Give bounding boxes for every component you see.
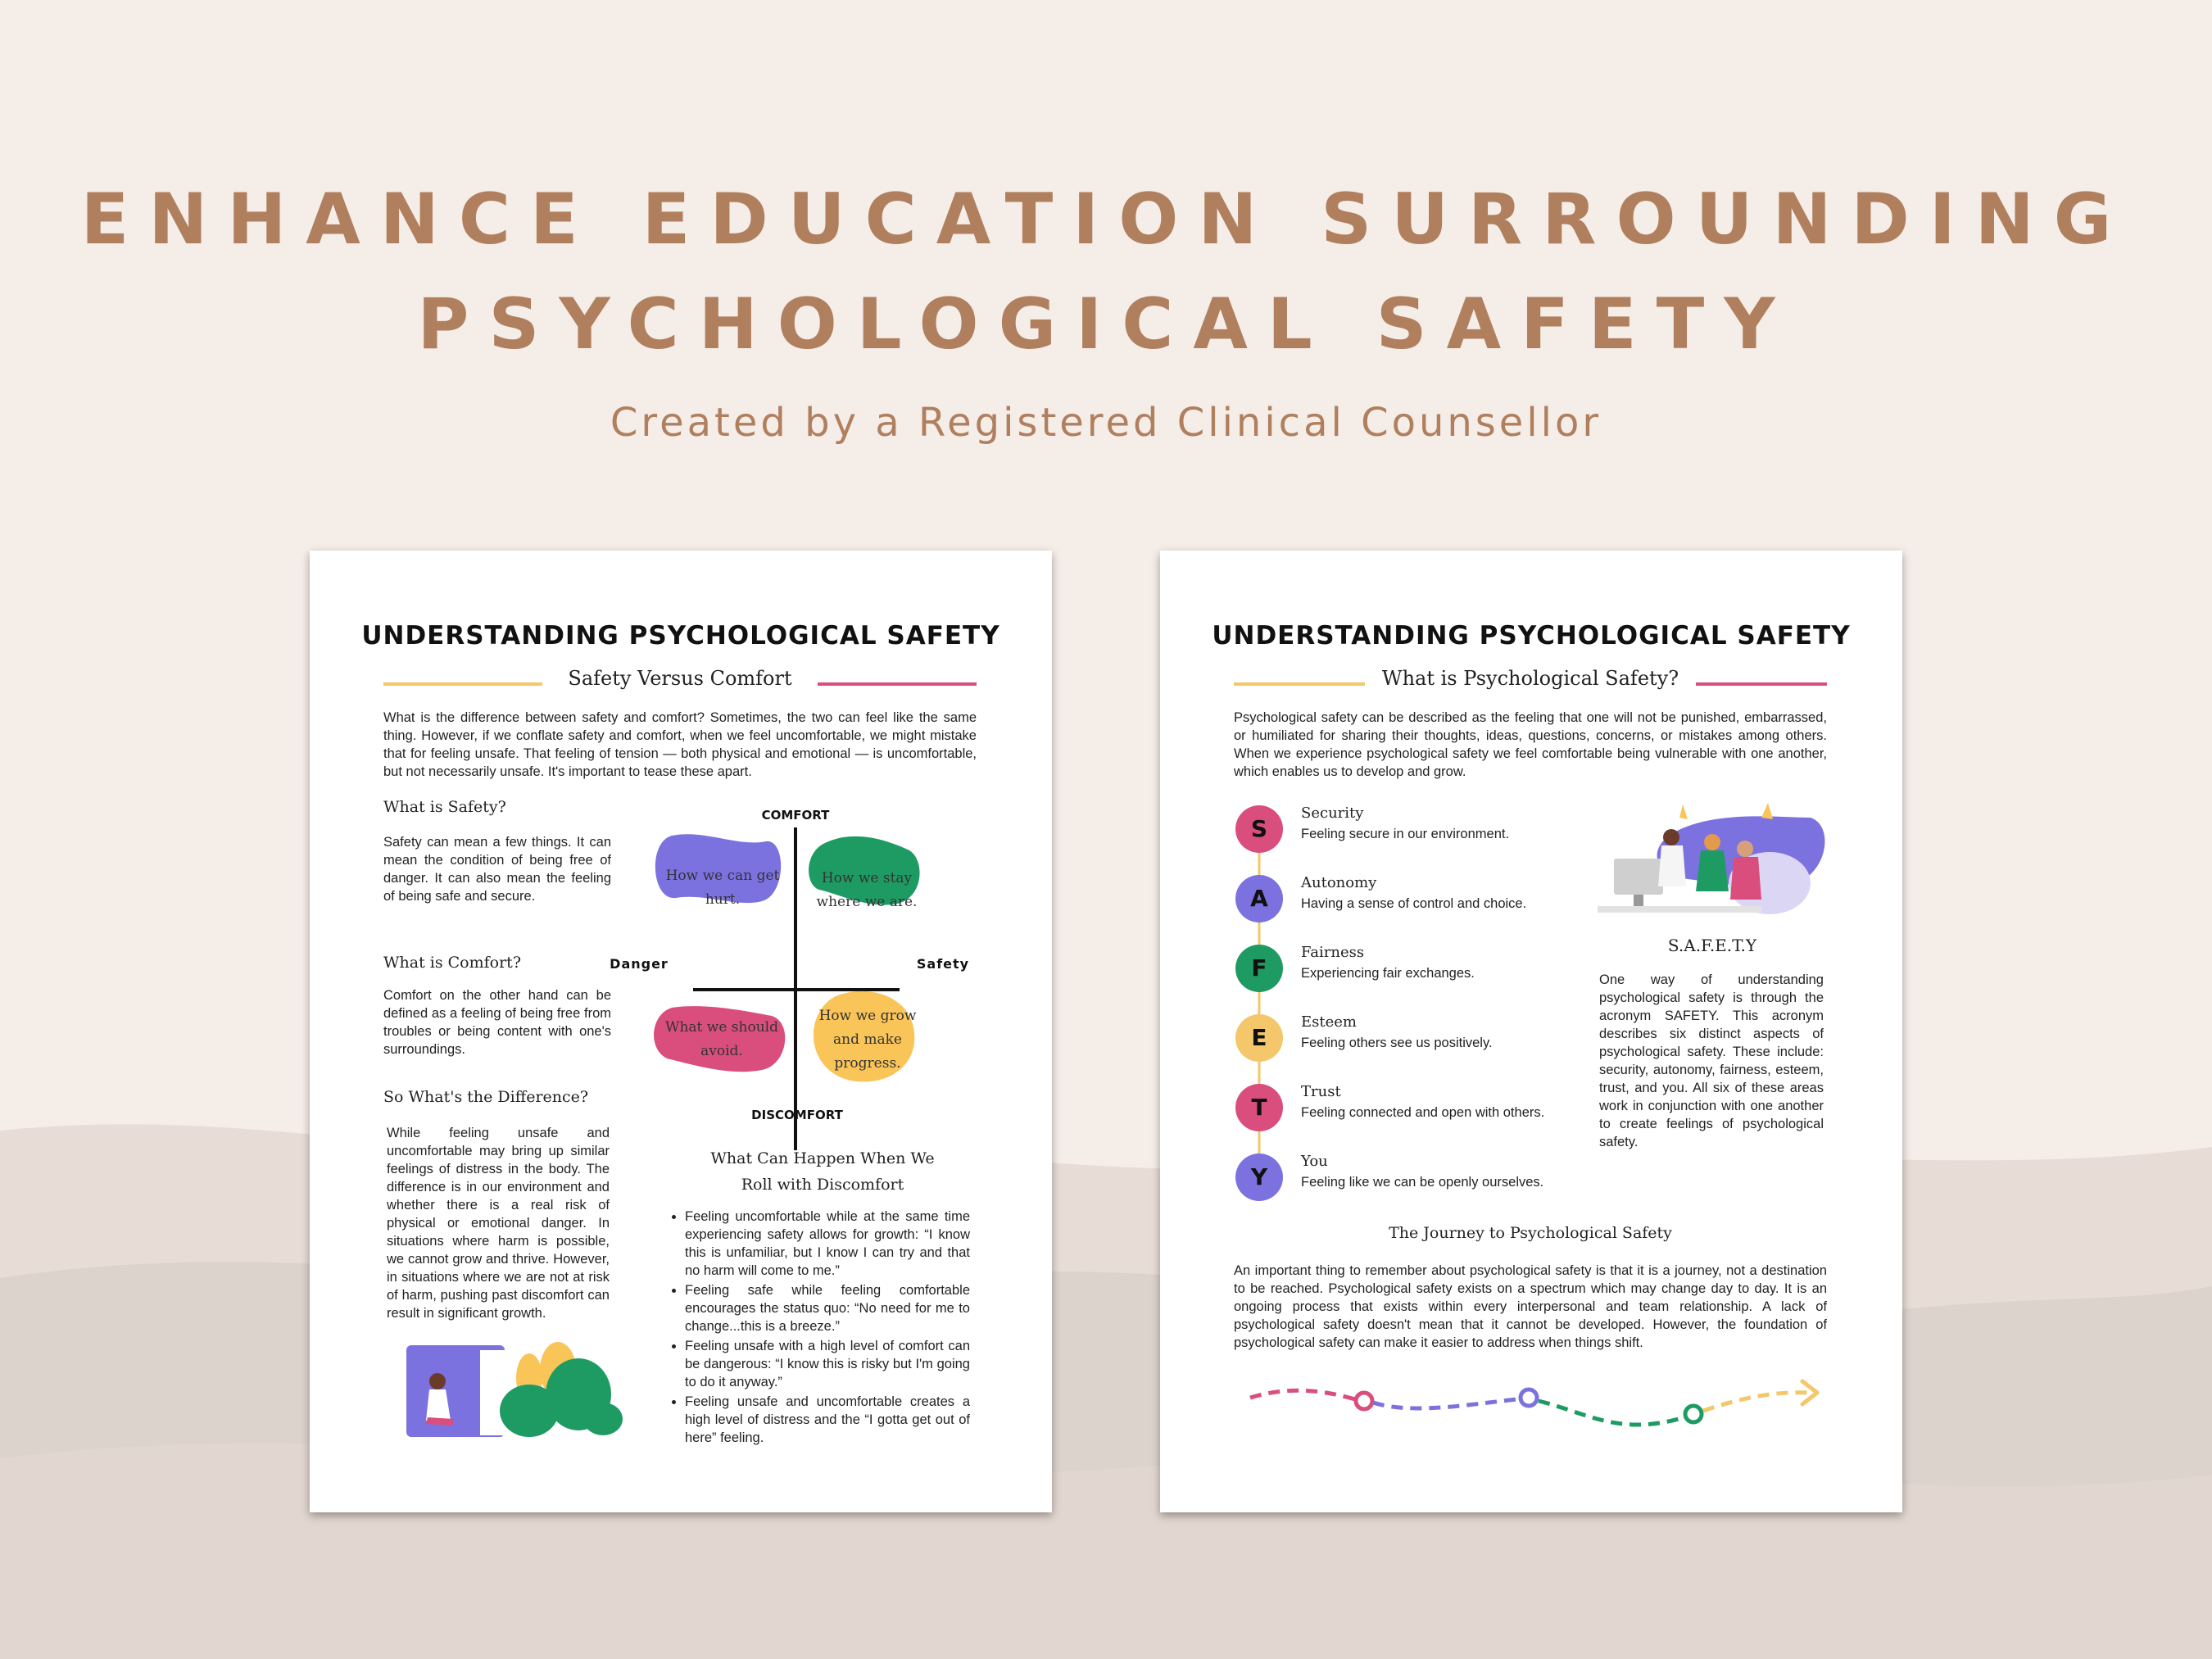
comfort-safety-quadrant — [614, 796, 1024, 1206]
esteem-desc: Feeling others see us positively. — [1301, 1036, 1493, 1050]
person-at-door-illustration — [398, 1329, 644, 1444]
you-desc: Feeling like we can be openly ourselves. — [1301, 1175, 1544, 1190]
autonomy-desc: Having a sense of control and choice. — [1301, 896, 1527, 911]
banner-subtitle: Created by a Registered Clinical Counsellor — [610, 400, 1602, 446]
axis-label-right: Safety — [916, 956, 970, 972]
trust-word: Trust — [1301, 1083, 1341, 1100]
banner-title-line2: PSYCHOLOGICAL SAFETY — [417, 283, 1795, 365]
letter-t-circle: T — [1235, 1084, 1283, 1131]
letter-f-circle: F — [1235, 945, 1283, 992]
intro-paragraph: What is the difference between safety and comfort? Sometimes, the two can feel like the same thing. However, if we conflate safety and comfort, when we feel uncomfortable, we might mistake that for feeling unsafe. That feeling of tension — both physical and emotional — is uncomfortable, but not necessarily unsafe. It's important to tease these apart. — [383, 710, 977, 779]
autonomy-word: Autonomy — [1301, 874, 1377, 891]
letter-e-circle: E — [1235, 1014, 1283, 1062]
bullet-item: • Feeling uncomfortable while at the same time experiencing safety allows for growth: “I know this is unfamiliar, but I know I can try and that no harm will come to me.” — [685, 1208, 970, 1280]
bullet-item: • Feeling unsafe and uncomfortable creates a high level of distress and the “I gotta get out of here” feeling. — [685, 1393, 970, 1447]
page-subtitle: Safety Versus Comfort — [568, 667, 792, 690]
difference-heading: So What's the Difference? — [383, 1088, 589, 1106]
axis-label-top: COMFORT — [761, 808, 830, 823]
page-title: UNDERSTANDING PSYCHOLOGICAL SAFETY — [361, 621, 1000, 650]
trust-desc: Feeling connected and open with others. — [1301, 1105, 1545, 1120]
acronym-heading: S.A.F.E.T.Y — [1667, 936, 1757, 955]
quadrant-bottom-right-text: How we grow and make progress. — [818, 1008, 917, 1072]
right-worksheet-page — [1160, 551, 1902, 1512]
safety-heading: What is Safety? — [383, 798, 506, 816]
axis-label-left: Danger — [610, 956, 669, 972]
letter-s-circle: S — [1235, 805, 1283, 853]
journey-heading: The Journey to Psychological Safety — [1389, 1224, 1672, 1242]
letter-a-circle: A — [1235, 875, 1283, 922]
journey-paragraph: An important thing to remember about psychological safety is that it is a journey, not a destination to be reached. Psychological safety exists on a spectrum which may change day to day. It is an ongoing process that exists within every interpersonal and team relationship. A lack of psychological safety doesn't mean that it cannot be developed. However, the foundation of psychological safety can make it easier to address when things shift. — [1234, 1263, 1827, 1350]
quadrant-top-right-text: How we stay where we are. — [816, 870, 918, 910]
quadrant-top-left-text: How we can get hurt. — [665, 868, 780, 908]
page-subtitle: What is Psychological Safety? — [1381, 667, 1679, 690]
acronym-paragraph: One way of understanding psychological safety is through the acronym SAFETY. This acronym describes six distinct aspects of psychological safety. These include: security, autonomy, fairness, esteem, trust, and you. All six of these areas work in conjunction with one another to create feelings of psychological safety. — [1599, 972, 1824, 1149]
fairness-desc: Experiencing fair exchanges. — [1301, 966, 1475, 981]
axis-label-bottom: DISCOMFORT — [751, 1108, 843, 1122]
subtitle-row — [383, 667, 977, 700]
banner-title-line1: ENHANCE EDUCATION SURROUNDING — [80, 179, 2132, 261]
discomfort-bullet-list — [667, 1208, 970, 1448]
letter-y-circle: Y — [1235, 1154, 1283, 1201]
comfort-heading: What is Comfort? — [383, 954, 522, 972]
discomfort-heading: What Can Happen When We Roll with Discomfort — [710, 1149, 935, 1194]
comfort-paragraph: Comfort on the other hand can be defined as a feeling of being free from troubles or being content with one's surroundings. — [383, 988, 611, 1057]
security-word: Security — [1301, 805, 1364, 822]
page-title: UNDERSTANDING PSYCHOLOGICAL SAFETY — [1212, 621, 1851, 650]
difference-paragraph: While feeling unsafe and uncomfortable may bring up similar feelings of distress in the body. The difference is in our environment and whether there is a real risk of physical or emotional danger. In situations where harm is possible, we cannot grow and thrive. However, in situations where we are not at risk of harm, pushing past discomfort can result in significant growth. — [387, 1126, 610, 1321]
safety-paragraph: Safety can mean a few things. It can mean the condition of being free of danger. It can also mean the feeling of being safe and secure. — [383, 835, 611, 904]
journey-path-graphic — [1242, 1370, 1832, 1435]
left-worksheet-page — [310, 551, 1052, 1512]
quadrant-bottom-left-text: What we should avoid. — [665, 1019, 778, 1059]
bullet-item: • Feeling unsafe with a high level of comfort can be dangerous: “I know this is risky but I'm going to do it anyway.” — [685, 1337, 970, 1391]
intro-paragraph: Psychological safety can be described as the feeling that one will not be punished, embarrassed, or humiliated for sharing their thoughts, ideas, questions, concerns, or mistakes among others. When we experience psychological safety we feel comfortable being vulnerable with one another, which enables us to develop and grow. — [1234, 710, 1827, 779]
fairness-word: Fairness — [1301, 944, 1365, 961]
esteem-word: Esteem — [1301, 1013, 1357, 1031]
team-celebration-illustration — [1598, 801, 1827, 924]
security-desc: Feeling secure in our environment. — [1301, 827, 1510, 841]
bullet-item: • Feeling safe while feeling comfortable encourages the status quo: “No need for me to change...this is a breeze.” — [685, 1281, 970, 1335]
you-word: You — [1301, 1153, 1328, 1170]
